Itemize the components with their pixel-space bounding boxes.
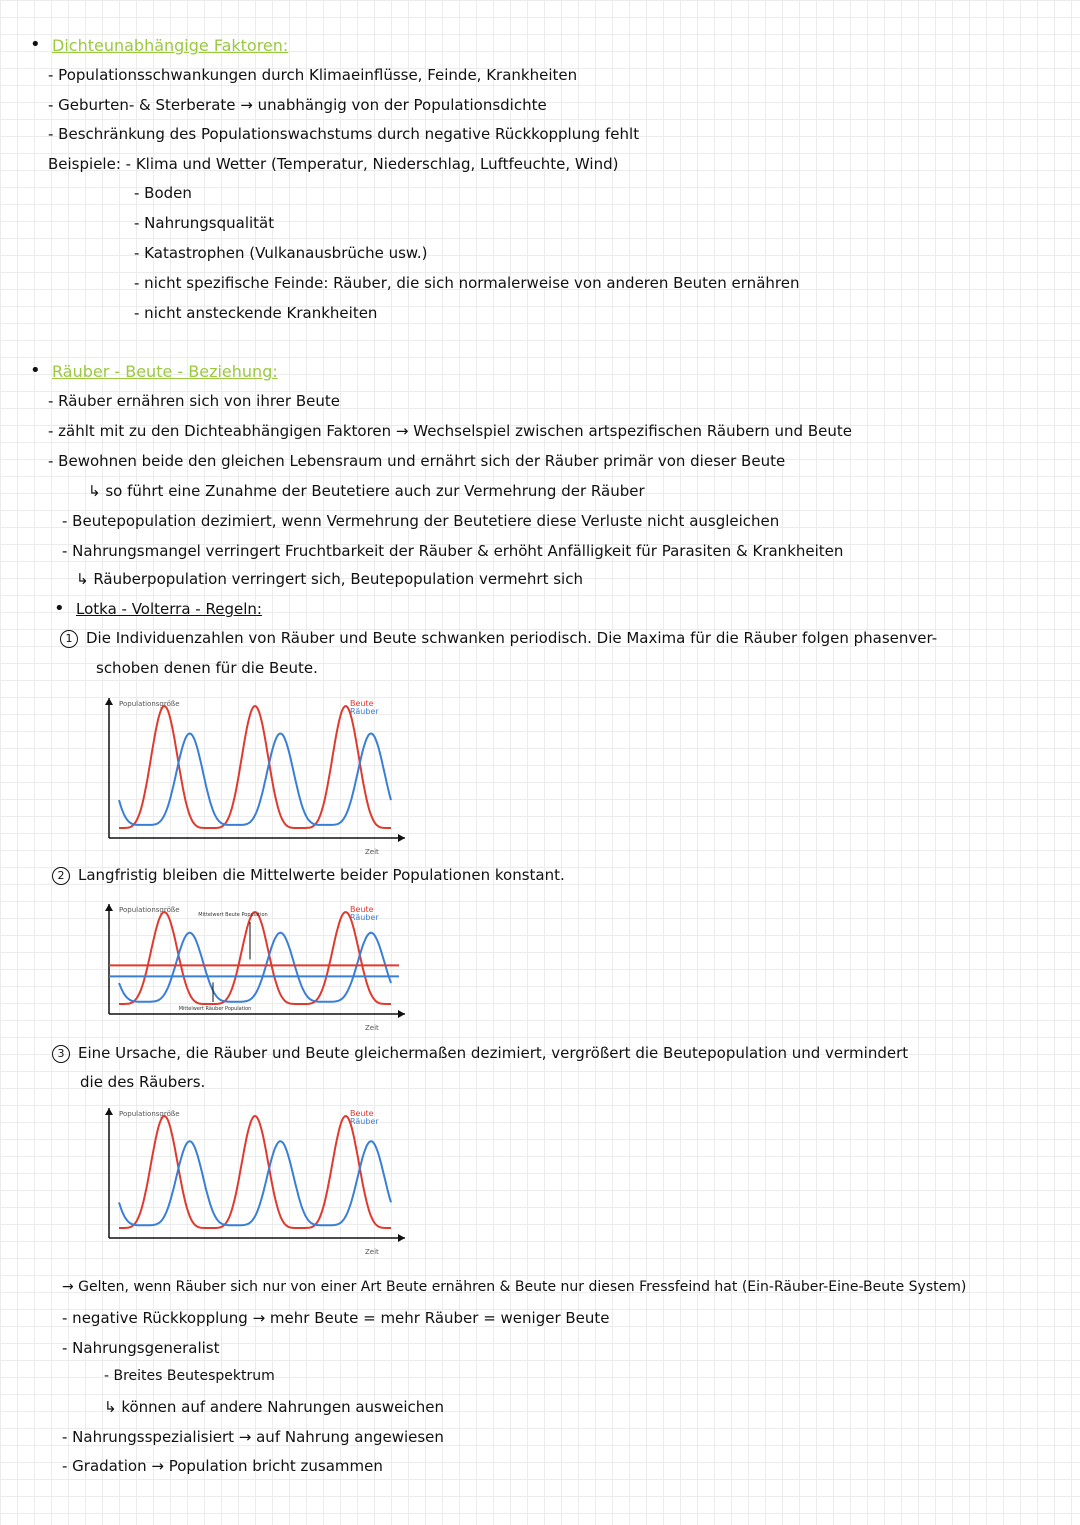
section1-line: - Boden bbox=[134, 184, 192, 202]
section2-line: - zählt mit zu den Dichteabhängigen Faktoren → Wechselspiel zwischen artspezifischen Räubern und Beute bbox=[48, 422, 852, 440]
section3-line: - Breites Beutespektrum bbox=[104, 1368, 275, 1384]
chart-1 bbox=[95, 688, 415, 858]
y-axis-arrow bbox=[105, 698, 113, 705]
y-axis-label: Populationsgröße bbox=[119, 906, 180, 914]
chart-2 bbox=[95, 894, 415, 1034]
section1-line: Beispiele: - Klima und Wetter (Temperatur, Niederschlag, Luftfeuchte, Wind) bbox=[48, 155, 619, 173]
section1-line: - Beschränkung des Populationswachstums durch negative Rückkopplung fehlt bbox=[48, 125, 640, 143]
chart-3 bbox=[95, 1098, 415, 1258]
section1-line: - nicht ansteckende Krankheiten bbox=[134, 304, 378, 322]
series-line-beute bbox=[119, 1116, 391, 1228]
rule-text: Die Individuenzahlen von Räuber und Beute schwanken periodisch. Die Maxima für die Räuber folgen phasenver- bbox=[86, 629, 938, 647]
x-axis-arrow bbox=[398, 1234, 405, 1242]
annotation-mean-beute: Mittelwert Beute Population bbox=[198, 912, 268, 918]
y-axis-arrow bbox=[105, 1108, 113, 1115]
section3-line: ↳ können auf andere Nahrungen ausweichen bbox=[104, 1398, 445, 1416]
section2-heading: • Räuber - Beute - Beziehung: bbox=[52, 362, 278, 381]
section2-line: - Beutepopulation dezimiert, wenn Vermehrung der Beutetiere diese Verluste nicht ausgleichen bbox=[62, 512, 780, 530]
x-axis-label: Zeit bbox=[365, 1024, 379, 1032]
x-axis-label: Zeit bbox=[365, 1248, 379, 1256]
series-line-raeuber bbox=[119, 933, 391, 1002]
x-axis-arrow bbox=[398, 1010, 405, 1018]
lotka-heading: • Lotka - Volterra - Regeln: bbox=[76, 600, 262, 618]
section3-line: → Gelten, wenn Räuber sich nur von einer Art Beute ernähren & Beute nur diesen Fressfeind hat (Ein-Räuber-Eine-Beute System) bbox=[62, 1279, 967, 1295]
annotation-mean-raeuber: Mittelwert Räuber Population bbox=[178, 1006, 252, 1012]
rule-text: Langfristig bleiben die Mittelwerte beider Populationen konstant. bbox=[78, 866, 565, 884]
rule-number: 3 bbox=[52, 1045, 70, 1063]
section2-line: ↳ so führt eine Zunahme der Beutetiere auch zur Vermehrung der Räuber bbox=[88, 482, 645, 500]
section1-line: - Katastrophen (Vulkanausbrüche usw.) bbox=[134, 244, 428, 262]
section2-line: ↳ Räuberpopulation verringert sich, Beutepopulation vermehrt sich bbox=[76, 570, 583, 588]
section1-line: - Populationsschwankungen durch Klimaeinflüsse, Feinde, Krankheiten bbox=[48, 66, 578, 84]
section2-line: - Räuber ernähren sich von ihrer Beute bbox=[48, 392, 340, 410]
rule-number: 1 bbox=[60, 630, 78, 648]
series-line-beute bbox=[119, 912, 391, 1004]
legend-entry: Räuber bbox=[350, 707, 379, 716]
section3-line: - Gradation → Population bricht zusammen bbox=[62, 1457, 383, 1475]
section3-line: - Nahrungsgeneralist bbox=[62, 1339, 220, 1357]
legend-entry: Räuber bbox=[350, 913, 379, 922]
section1-line: - Nahrungsqualität bbox=[134, 214, 275, 232]
y-axis-label: Populationsgröße bbox=[119, 1110, 180, 1118]
x-axis-arrow bbox=[398, 834, 405, 842]
series-line-raeuber bbox=[119, 1141, 391, 1225]
rule-1-continued: schoben denen für die Beute. bbox=[96, 659, 318, 677]
section1-line: - Geburten- & Sterberate → unabhängig von der Populationsdichte bbox=[48, 96, 547, 114]
section2-line: - Nahrungsmangel verringert Fruchtbarkeit der Räuber & erhöht Anfälligkeit für Parasiten & Krankheiten bbox=[62, 542, 844, 560]
section3-line: - Nahrungsspezialisiert → auf Nahrung angewiesen bbox=[62, 1428, 444, 1446]
series-line-raeuber bbox=[119, 734, 391, 825]
y-axis-arrow bbox=[105, 904, 113, 911]
section1-line: - nicht spezifische Feinde: Räuber, die sich normalerweise von anderen Beuten ernähren bbox=[134, 274, 800, 292]
rule-number: 2 bbox=[52, 867, 70, 885]
legend-entry: Beute bbox=[350, 1109, 374, 1118]
y-axis-label: Populationsgröße bbox=[119, 700, 180, 708]
rule-3-continued: die des Räubers. bbox=[80, 1073, 206, 1091]
rule-3 bbox=[52, 1044, 908, 1063]
rule-2 bbox=[52, 866, 565, 885]
legend-entry: Räuber bbox=[350, 1117, 379, 1126]
x-axis-label: Zeit bbox=[365, 848, 379, 856]
legend-entry: Beute bbox=[350, 699, 374, 708]
series-line-beute bbox=[119, 706, 391, 828]
rule-text: Eine Ursache, die Räuber und Beute gleichermaßen dezimiert, vergrößert die Beutepopulation und vermindert bbox=[78, 1044, 909, 1062]
section2-line: - Bewohnen beide den gleichen Lebensraum und ernährt sich der Räuber primär von dieser Beute bbox=[48, 452, 786, 470]
legend-entry: Beute bbox=[350, 905, 374, 914]
section3-line: - negative Rückkopplung → mehr Beute = mehr Räuber = weniger Beute bbox=[62, 1309, 610, 1327]
section1-heading: • Dichteunabhängige Faktoren: bbox=[52, 36, 288, 55]
rule-1 bbox=[60, 629, 937, 648]
